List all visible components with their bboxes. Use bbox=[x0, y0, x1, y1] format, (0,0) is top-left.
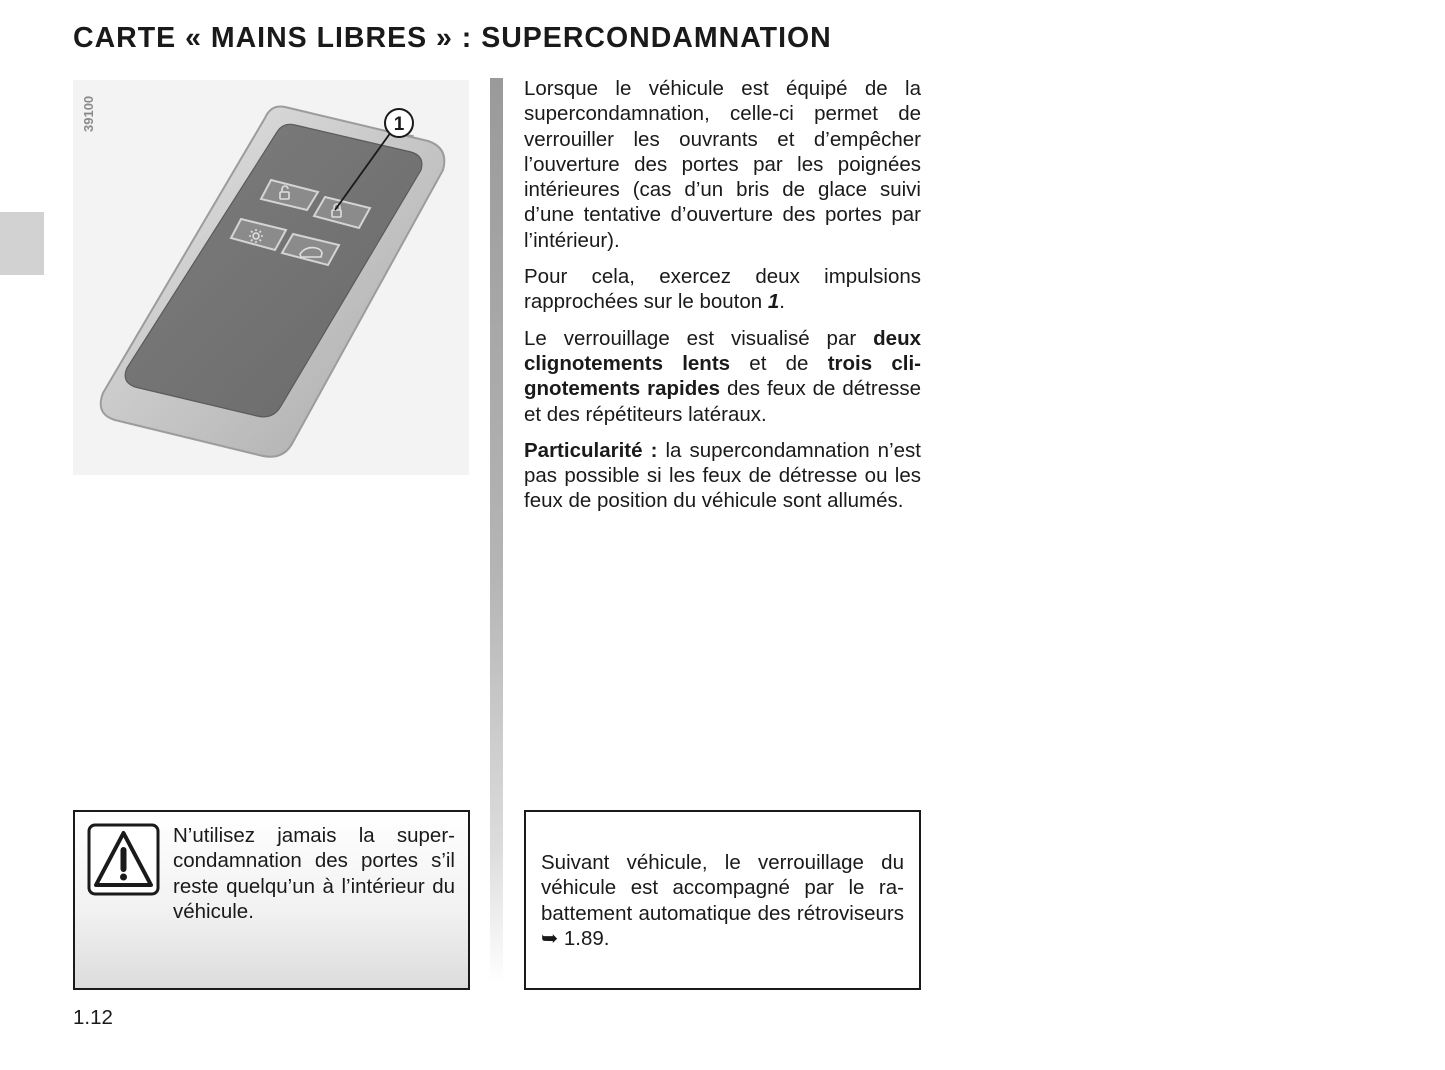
text-column bbox=[524, 76, 921, 525]
warning-box bbox=[73, 810, 470, 990]
procedure-end: . bbox=[779, 290, 785, 314]
procedure-text: Pour cela, exercez deux impulsions rapprochées sur le bouton bbox=[524, 265, 921, 314]
page-title: CARTE « MAINS LIBRES » : SUPERCONDAMNATION bbox=[73, 22, 832, 54]
particularity-text: la supercondamnation n’est pas possible si les feux de détresse ou les feux de position du véhicule sont allumés. bbox=[524, 438, 921, 513]
paragraph-signal bbox=[524, 326, 921, 427]
signal-text-e: des feux de détresse et des répétiteurs latéraux. bbox=[524, 377, 921, 426]
paragraph-particularity bbox=[524, 438, 921, 514]
column-divider bbox=[490, 78, 503, 983]
signal-fast: trois clignotements rapides bbox=[524, 351, 921, 401]
note-box bbox=[524, 810, 921, 990]
callout-1: 1 bbox=[393, 114, 405, 135]
card-illustration bbox=[73, 80, 469, 475]
warning-triangle-icon bbox=[87, 823, 160, 896]
signal-slow: deux clignotements lents bbox=[524, 326, 921, 375]
warning-text: N’utilisez jamais la supercondamnation des portes s’il reste quelqu’un à l’intérieur du véhicule. bbox=[173, 824, 455, 923]
button-reference: 1 bbox=[767, 290, 780, 314]
signal-text-a: Le verrouillage est visualisé par bbox=[524, 326, 874, 350]
particularity-label: Particularité : bbox=[524, 438, 658, 462]
paragraph-intro: Lorsque le véhicule est équipé de la supercondamnation, celle-ci permet de verrouiller les ouvrants et d’empêcher l’ouverture des portes par les poignées intérieures (cas d’un bris de glace suivi d’une tentative d’ouverture des portes par l’intérieur). bbox=[524, 77, 921, 252]
page-number: 1.12 bbox=[73, 1006, 113, 1029]
signal-text-c: et de bbox=[730, 351, 828, 375]
chapter-tab bbox=[0, 212, 44, 275]
paragraph-procedure bbox=[524, 264, 921, 315]
note-text: Suivant véhicule, le verrouillage du véhicule est accompagné par le rabattement automatique des rétroviseurs ➥ 1.89. bbox=[541, 851, 904, 950]
figure-reference: 39100 bbox=[81, 95, 96, 132]
